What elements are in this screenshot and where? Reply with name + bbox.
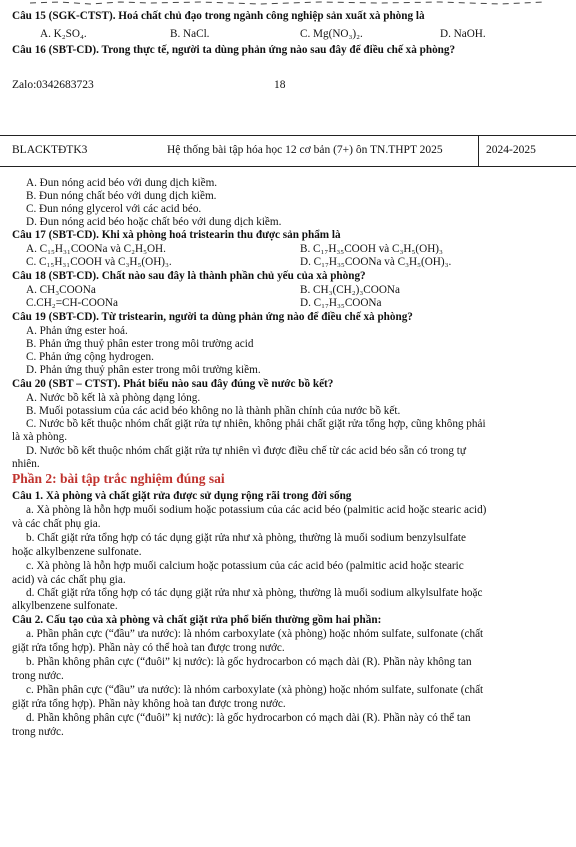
- text-line: acid) và các chất phụ gia.: [12, 574, 126, 586]
- text-line: A. C₁₅H₃₁COONa và C₂H₅OH.: [26, 243, 166, 255]
- text-line: D. Đun nóng acid béo hoặc chất béo với dung dịch kiềm.: [26, 216, 282, 228]
- text-line: C. Phản ứng cộng hydrogen.: [26, 351, 154, 363]
- text-line: alkylbenzene sulfonate.: [12, 600, 118, 612]
- text-line: hoặc alkylbenzene sulfonate.: [12, 546, 142, 558]
- text-line: giặt rửa tổng hợp). Phần này không hoà tan được trong nước.: [12, 698, 286, 710]
- question-stem: Câu 2. Cấu tạo của xà phòng và chất giặt rửa phổ biến thường gồm hai phần:: [12, 614, 382, 626]
- q15-option-c: C. Mg(NO₃)₂.: [300, 28, 363, 40]
- text-line: d. Phần không phân cực (“đuôi” kị nước): là gốc hydrocarbon có mạch dài (R). Phần này có thể tan: [26, 712, 471, 724]
- header-left: BLACKTĐTK3: [12, 144, 88, 156]
- text-line: C. Đun nóng glycerol với các acid béo.: [26, 203, 202, 215]
- question-stem: Câu 1. Xà phòng và chất giặt rửa được sử dụng rộng rãi trong đời sống: [12, 490, 352, 502]
- text-line: b. Phần không phân cực (“đuôi” kị nước): là gốc hydrocarbon có mạch dài (R). Phần này không tan: [26, 656, 472, 668]
- text-line: d. Chất giặt rửa tổng hợp có tác dụng giặt rửa như xà phòng, thường là muối sodium alkylsulfate hoặc: [26, 587, 483, 599]
- torn-top-edge: [0, 0, 576, 6]
- text-line: trong nước.: [12, 670, 64, 682]
- text-line: B. Đun nóng chất béo với dung dịch kiềm.: [26, 190, 217, 202]
- text-line: A. Phản ứng ester hoá.: [26, 325, 128, 337]
- page-number: 18: [274, 79, 286, 91]
- text-line: B. Phản ứng thuỷ phân ester trong môi trường acid: [26, 338, 254, 350]
- text-line: c. Phần phân cực (“đầu” ưa nước): là nhóm carboxylate (xà phòng) hoặc nhóm sulfate, sulfonate (chất: [26, 684, 484, 696]
- text-line: b. Chất giặt rửa tổng hợp có tác dụng giặt rửa như xà phòng, thường là muối sodium benzylsulfate: [26, 532, 466, 544]
- running-header: [0, 135, 576, 167]
- text-line: c. Xà phòng là hỗn hợp muối calcium hoặc potassium của các acid béo (palmitic acid hoặc stearic: [26, 560, 464, 572]
- question-stem: Câu 18 (SBT-CD). Chất nào sau đây là thành phần chủ yếu của xà phòng?: [12, 270, 366, 282]
- question-stem: Câu 17 (SBT-CD). Khi xà phòng hoá tristearin thu được sản phẩm là: [12, 229, 341, 241]
- question-stem: Câu 19 (SBT-CD). Từ tristearin, người ta dùng phản ứng nào để điều chế xà phòng?: [12, 311, 413, 323]
- footer-contact: Zalo:0342683723: [12, 79, 94, 91]
- section-heading: Phần 2: bài tập trắc nghiệm đúng sai: [12, 471, 225, 486]
- text-line: B. Muối potassium của các acid béo không no là thành phần chính của nước bồ kết.: [26, 405, 401, 417]
- text-line: a. Phần phân cực (“đầu” ưa nước): là nhóm carboxylate (xà phòng) hoặc nhóm sulfate, sulfonate (chất: [26, 628, 484, 640]
- question-stem: Câu 20 (SBT – CTST). Phát biểu nào sau đây đúng về nước bồ kết?: [12, 378, 334, 390]
- text-line: D. Nước bồ kết thuộc nhóm chất giặt rửa tự nhiên vì được điều chế từ các acid béo sẵn có trong tự: [26, 445, 466, 457]
- text-line: D. Phản ứng thuỷ phân ester trong môi trường kiềm.: [26, 364, 261, 376]
- q15-option-d: D. NaOH.: [440, 28, 486, 40]
- text-line: a. Xà phòng là hỗn hợp muối sodium hoặc potassium của các acid béo (palmitic acid hoặc stearic acid): [26, 504, 487, 516]
- question-16: Câu 16 (SBT-CD). Trong thực tế, người ta dùng phản ứng nào sau đây để điều chế xà phòng?: [12, 44, 456, 56]
- text-line: A. Đun nóng acid béo với dung dịch kiềm.: [26, 177, 218, 189]
- header-right: 2024-2025: [486, 144, 536, 156]
- text-line: và các chất phụ gia.: [12, 518, 101, 530]
- text-line: D. C₁₇H₃₅COONa và C₃H₅(OH)₃.: [300, 256, 452, 268]
- text-line: giặt rửa tổng hợp). Phần này có thể hoà tan được trong nước.: [12, 642, 285, 654]
- text-line: A. CH₃COONa: [26, 284, 96, 296]
- question-15: Câu 15 (SGK-CTST). Hoá chất chủ đạo trong ngành công nghiệp sản xuất xà phòng là: [12, 10, 425, 22]
- header-center: Hệ thống bài tập hóa học 12 cơ bản (7+) ôn TN.THPT 2025: [167, 144, 443, 156]
- text-line: B. CH₃(CH₂)₃COONa: [300, 284, 400, 296]
- text-line: C. C₁₅H₃₁COOH và C₃H₅(OH)₃.: [26, 256, 172, 268]
- q15-option-b: B. NaCl.: [170, 28, 210, 40]
- text-line: C.CH₂=CH-COONa: [26, 297, 118, 309]
- text-line: trong nước.: [12, 726, 64, 738]
- text-line: C. Nước bồ kết thuộc nhóm chất giặt rửa tự nhiên, không phải chất giặt rửa tổng hợp, cũng không phải: [26, 418, 486, 430]
- text-line: B. C₁₇H₃₅COOH và C₃H₅(OH)₃: [300, 243, 443, 255]
- text-line: nhiên.: [12, 458, 40, 470]
- text-line: là xà phòng.: [12, 431, 67, 443]
- text-line: D. C₁₇H₃₅COONa: [300, 297, 382, 309]
- text-line: A. Nước bồ kết là xà phòng dạng lỏng.: [26, 392, 201, 404]
- q15-option-a: A. K₂SO₄.: [40, 28, 87, 40]
- header-divider: [478, 136, 479, 166]
